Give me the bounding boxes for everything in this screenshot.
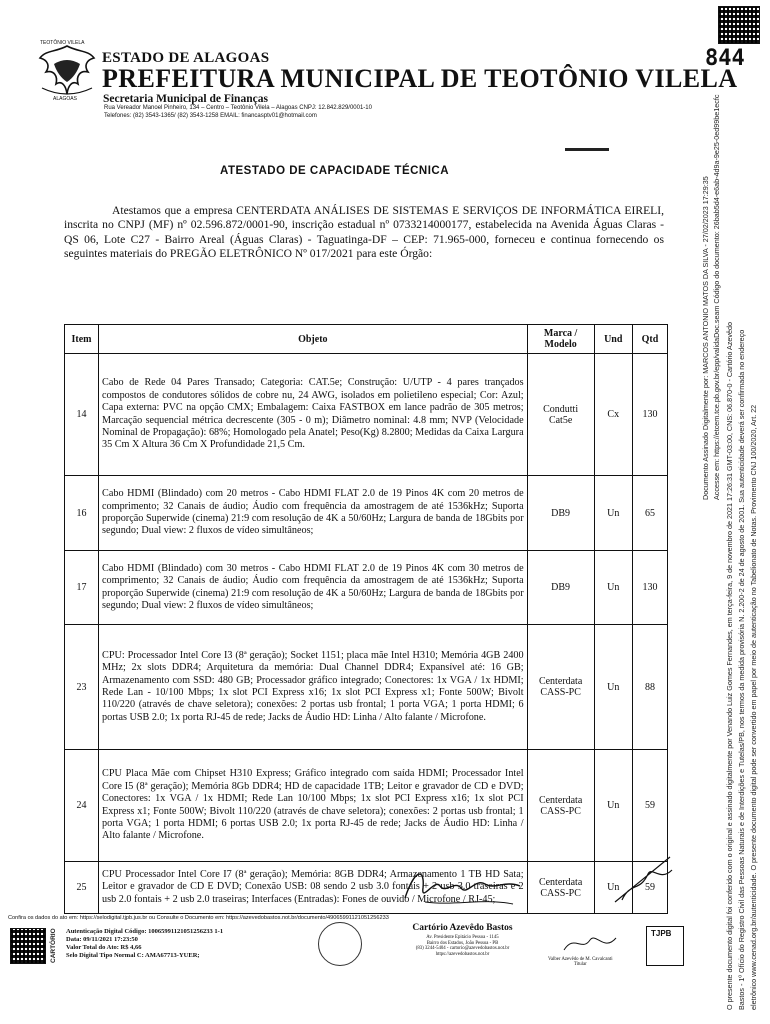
- cell-object: CPU Processador Intel Core I7 (8ª geração); Memória: 8GB DDR4; Armazenamento 1 TB HD Sata; Leitor e gravador de CD E DVD; Conexão USB: 08 sendo 2 usb 3.0 fontais + 2 usb 3.0 traseiras e 2 usb 2.0 fontais + 2 usb 2.0 traseiras; Interfaces (Entradas): Fones de ouvido / Microfone / RJ-45;: [99, 862, 528, 914]
- notary-full-name: Valber Azevêdo de M. Cavalcanti: [548, 957, 613, 962]
- cell-item: 23: [65, 625, 99, 750]
- items-table: [64, 324, 668, 914]
- document-title: ATESTADO DE CAPACIDADE TÉCNICA: [220, 165, 450, 177]
- table-row: [65, 625, 668, 750]
- tjpb-label: TJPB: [651, 929, 672, 938]
- cartorio-name: Cartório Azevêdo Bastos: [412, 923, 513, 933]
- cell-qty: 130: [632, 551, 667, 625]
- cartorio-contact: (83) 3244-5404 - cartorio@azevedobastos.not.br: [415, 946, 510, 952]
- cell-unit: Un: [594, 750, 632, 862]
- header-mark: [565, 148, 609, 151]
- brasao-seal-icon: [318, 922, 362, 966]
- cartorio-address-1: Av. Presidente Epitácio Pessoa - 1145: [426, 935, 499, 940]
- col-header-brand: Marca / Modelo: [527, 325, 594, 354]
- cartorio-address-2: Bairro dos Estados, João Pessoa - PB: [426, 940, 499, 946]
- side-stamp-line-5: eletrônico www.cenad.org.br/autenticidade. O presente documento digital pode ser convertido em papel por meio de autenticação no Tabelionato de Notas. Provimento CNJ 100/2020, Art. 22: [749, 404, 758, 1010]
- cell-unit: Un: [594, 551, 632, 625]
- signature-icon: [395, 858, 525, 918]
- cell-object: CPU Placa Mãe com Chipset H310 Express; Gráfico integrado com saída HDMI; Processador Intel Core I5 (8ª geração); Memória 8Gb DDR4; HD de capacidade 1TB; Leitor e gravador de CD e DVD; Conectores: 1x VGA / 1x HDMI; Rede Lan 10/100 Mbps; 1x slot PCI Express x16; 1x slot PCI Express x1; Fonte 500W; Bivolt 110/220 (através de chave seletora); conexões: 2 portas usb frontal; 1 porta VGA; 1 porta HDMI; 6 portas USB 2.0; 1x porta RJ-45 de rede; Jacks de Áudio HD: Linha / Alto falante / Microfone.: [99, 750, 528, 862]
- cell-qty: 130: [632, 354, 667, 476]
- cell-item: 14: [65, 354, 99, 476]
- table-row: [65, 476, 668, 551]
- cell-unit: Cx: [594, 354, 632, 476]
- cell-brand: Condutti Cat5e: [527, 354, 594, 476]
- cell-item: 17: [65, 551, 99, 625]
- cell-item: 16: [65, 476, 99, 551]
- cartorio-details: [390, 935, 535, 957]
- cell-qty: 59: [632, 750, 667, 862]
- cell-qty: 59: [632, 862, 667, 914]
- cell-unit: Un: [594, 625, 632, 750]
- cell-brand: Centerdata CASS-PC: [527, 862, 594, 914]
- secretariat-name: Secretaria Municipal de Finanças: [103, 93, 268, 105]
- cell-brand: DB9: [527, 551, 594, 625]
- side-stamp-line-3: O presente documento digital foi conferido com o original e assinado digitalmente por Venando Luiz Gomes Fernandes, em terça-feira, 9 de novembro de 2021 17:26:31 GMT-03:00, CNS: 06.870-0 - Cartório Azevêdo: [725, 322, 734, 1010]
- auth-code: Autenticação Digital Código: 10065991121051256233 1-1: [66, 928, 224, 935]
- table-row: [65, 551, 668, 625]
- table-row: [65, 750, 668, 862]
- cell-object: Cabo HDMI (Blindado) com 30 metros - Cabo HDMI FLAT 2.0 de 19 Pinos 4K com 30 metros de comprimento; 32 Canais de áudio; Áudio com frequência da amostragem de até 1536kHz; Suporta proporção Superwide (cinema) 21:9 com resolução de 4K a 50/60Hz; Largura de banda de 18Gbits por segundo; Dual view: 2 fluxos de vídeo simultâneos;: [99, 551, 528, 625]
- side-stamp-line-2: Accesse em: https://etcem.tce.pb.gov.br/epp/validaDoc.seam Código do documento: 26bab5d4-e6ab-4d9a-9e25-0ed99be1ecfc: [712, 94, 721, 500]
- table-header-row: [65, 325, 668, 354]
- cartorio-site[interactable]: https://azevedobastos.not.br: [435, 951, 490, 957]
- verification-note: Confira os dados do ato em: https://selodigital.tjpb.jus.br ou Consulte o Documento em: https://azevedobastos.not.br/documento/49065991121051256233: [8, 915, 389, 921]
- cell-brand: Centerdata CASS-PC: [527, 625, 594, 750]
- cell-qty: 88: [632, 625, 667, 750]
- cell-unit: Un: [594, 862, 632, 914]
- auth-seal: Selo Digital Tipo Normal C: AMA67713-YUER;: [66, 952, 200, 959]
- cell-object: CPU: Processador Intel Core I3 (8ª geração); Socket 1151; placa mãe Intel H310; Memória 4GB 2400 MHz; 2x slots DDR4; Arquitetura da memória: Dual Channel DDR4; Expansível até: 16 GB; Armazenamento com SSD: 480 GB; Processador gráfico integrado; Conectores: 1x VGA / 1x HDMI; Rede Lan - 10/100 Mbps; 1x slot PCI Express x16; 1x slot PCI Express x1; Fonte 500W; Bivolt 110/220 (através de chave seletora); conexões: 2 portas usb frontal; 1 porta VGA; 1 porta HDMI; 6 portas USB 2.0; 1x porta RJ-45 de rede; Jacks de Áudio HD: Linha / Alto falante / Microfone.: [99, 625, 528, 750]
- crest-caption: ALAGOAS: [53, 96, 77, 102]
- notary-name: [548, 957, 613, 967]
- table-row: [65, 862, 668, 914]
- prefecture-name: PREFEITURA MUNICIPAL DE TEOTÔNIO VILELA: [102, 64, 738, 93]
- cell-item: 25: [65, 862, 99, 914]
- cell-item: 24: [65, 750, 99, 862]
- authentication-block: [66, 928, 223, 960]
- intro-text: Atestamos que a empresa CENTERDATA ANÁLISES DE SISTEMAS E SERVIÇOS DE INFORMÁTICA EIRELI, inscrita no CNPJ (MF) nº 02.596.872/0001-90, inscrição estadual nº 0733214000177, estabelecida na Avenida Águas Claras - QS 06, Lote C27 - Bairro Areal (Águas Claras) - Taguatinga-DF – CEP: 71.965-000, forneceu e continua fornecendo os seguintes materiais do PREGÃO ELETRÔNICO Nº 017/2021 para este Órgão:: [64, 204, 664, 261]
- cell-object: Cabo HDMI (Blindado) com 20 metros - Cabo HDMI FLAT 2.0 de 19 Pinos 4K com 20 metros de comprimento; 32 Canais de áudio; Áudio com frequência da amostragem de até 1536kHz; Suporta proporção Superwide (cinema) 21:9 com resolução de 4K a 50/60Hz; Largura de banda de 18Gbits por segundo; Dual view: 2 fluxos de vídeo simultâneos;: [99, 476, 528, 551]
- cell-brand: DB9: [527, 476, 594, 551]
- page-number: 844: [705, 46, 745, 71]
- footer-qr-code-icon[interactable]: [10, 928, 46, 964]
- col-header-unit: Und: [594, 325, 632, 354]
- cell-brand: Centerdata CASS-PC: [527, 750, 594, 862]
- col-header-item: Item: [65, 325, 99, 354]
- stamp-signature-icon: [610, 852, 680, 912]
- prefecture-contacts: Telefones: (82) 3543-1365/ (82) 3543-1258 EMAIL: financasptv01@hotmail.com: [104, 113, 317, 119]
- auth-date: Data: 09/11/2021 17:23:50: [66, 936, 138, 943]
- state-name: ESTADO DE ALAGOAS: [102, 50, 270, 66]
- side-stamp-line-4: Bastos - 1º Ofício do Registro Civil das Pessoas Naturais e de Interdições e Tutelas/PB, nos termos da medida provisória N. 2.200-2 de 24 de agosto de 2001. Sua autenticidade deverá ser confirmada no endereço: [737, 329, 746, 1010]
- cartorio-vertical-label: CARTÓRIO: [50, 928, 57, 963]
- col-header-object: Objeto: [99, 325, 528, 354]
- notary-signature-icon: [560, 930, 620, 956]
- municipal-crest-icon: [36, 42, 98, 102]
- cell-unit: Un: [594, 476, 632, 551]
- cell-qty: 65: [632, 476, 667, 551]
- cell-object: Cabo de Rede 04 Pares Transado; Categoria: CAT.5e; Construção: U/UTP - 4 pares trançados compostos de condutores sólidos de cobre nu, 24 AWG, isolados em polietileno especial; Cor: Azul; Capa externa: PVC na opção CMX; Embalagem: Caixa FASTBOX em lance padrão de 305 metros; Marcação sequencial métrica decrescente (305 - 0 m); Diâmetro nominal: 4.8 mm; NVP (Velocidade Nominal de Propagação): 68%; Homologado pela Anatel; Peso(Kg) 8.2800; Medidas da Caixa Largura 35 Cm X Altura 36 Cm X Profundidade 21,5 Cm.: [99, 354, 528, 476]
- auth-value: Valor Total do Ato: R$ 4,66: [66, 944, 142, 951]
- side-stamp-line-1: Documento Assinado Digitalmente por: MARCOS ANTONIO MATOS DA SILVA - 27/02/2023 17:29:35: [701, 176, 710, 500]
- prefecture-address: Rua Vereador Manoel Pinheiro, 134 – Centro – Teotônio Vilela – Alagoas CNPJ: 12.842.829/0001-10: [104, 105, 372, 111]
- table-row: [65, 354, 668, 476]
- col-header-qty: Qtd: [632, 325, 667, 354]
- crest-top-text: TEOTÔNIO VILELA: [40, 40, 85, 46]
- notary-role: Titular: [573, 962, 587, 967]
- intro-paragraph: [64, 204, 664, 262]
